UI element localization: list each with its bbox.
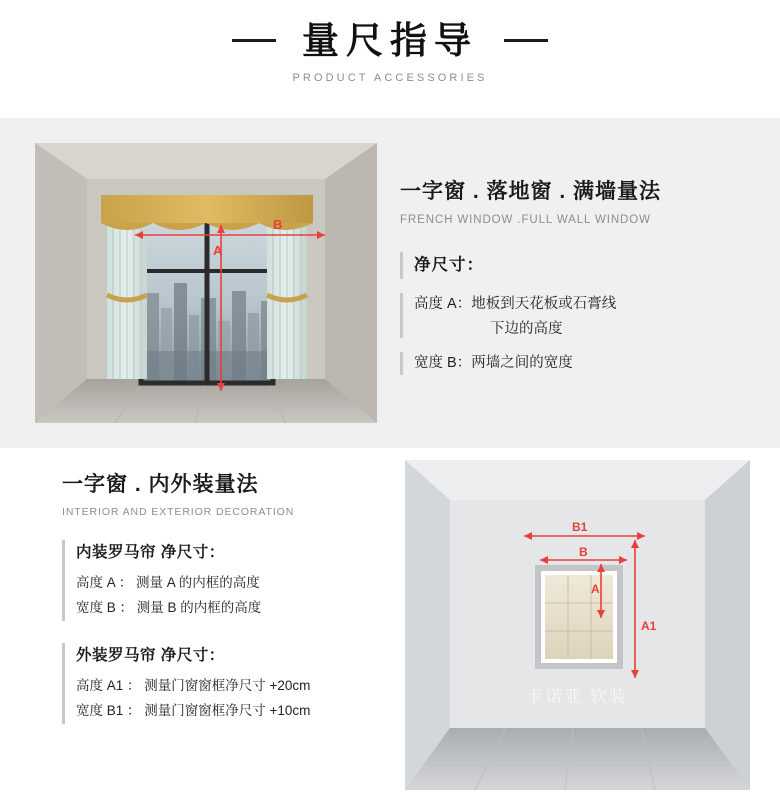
section2-group-exterior-line1: 高度 A1 ： 测量门窗窗框净尺寸 +20cm [76, 677, 311, 693]
section1-row-height-value-line2: 下边的高度 [490, 321, 563, 338]
section2-group-interior-line1: 高度 A ： 测量 A 的内框的高度 [76, 575, 260, 590]
section1-text-block [400, 178, 760, 375]
marker-label-a: A [213, 243, 223, 258]
section1-heading-cn: 一字窗 . 落地窗 . 满墙量法 [400, 180, 662, 203]
left-dash-decoration [232, 39, 276, 42]
section2-group-interior-line2: 宽度 B ： 测量 B 的内框的高度 [76, 599, 262, 615]
marker-label-b: B [273, 217, 283, 232]
section1-row-width [400, 352, 760, 374]
section1-heading-en: FRENCH WINDOW .FULL WALL WINDOW [400, 214, 651, 227]
section2-group-exterior [62, 643, 402, 724]
marker-label-a1: A1 [641, 619, 657, 633]
living-room-window-photo [35, 143, 377, 423]
title-row [232, 22, 548, 59]
section2-text-block [62, 468, 402, 724]
page-header [0, 0, 780, 118]
watermark-text: 卡诺亚 软装 [526, 687, 628, 706]
small-window-room-photo [405, 460, 750, 790]
section2-heading-cn: 一字窗 . 内外装量法 [62, 473, 259, 496]
section2-group-exterior-line2: 宽度 B1 ： 测量门窗窗框净尺寸 +10cm [76, 702, 311, 718]
section1-lead: 净尺寸： [414, 256, 484, 275]
section1-row-height [400, 293, 760, 338]
section1-row-height-value: 地板到天花板或石膏线 [471, 295, 617, 312]
section2-group-interior [62, 540, 402, 621]
section-interior-exterior [0, 448, 780, 808]
section1-row-height-label: 高度 A： [414, 295, 472, 312]
right-dash-decoration [504, 39, 548, 42]
living-room-window-illustration [35, 143, 377, 423]
section1-row-width-value: 两墙之间的宽度 [471, 355, 573, 372]
page-subtitle: PRODUCT ACCESSORIES [292, 72, 488, 84]
marker-label-b: B [579, 545, 588, 559]
small-window-room-illustration [405, 460, 750, 790]
section2-group-exterior-title: 外装罗马帘 净尺寸： [76, 646, 225, 664]
section1-lead-block [400, 252, 760, 278]
section1-row-width-label: 宽度 B： [414, 355, 472, 372]
section-full-wall-window [0, 118, 780, 448]
section2-group-interior-title: 内装罗马帘 净尺寸： [76, 544, 225, 561]
marker-label-b1: B1 [572, 520, 588, 534]
section2-heading-en: INTERIOR AND EXTERIOR DECORATION [62, 506, 295, 518]
marker-label-a: A [591, 582, 600, 596]
page-title: 量尺指导 [302, 20, 478, 61]
